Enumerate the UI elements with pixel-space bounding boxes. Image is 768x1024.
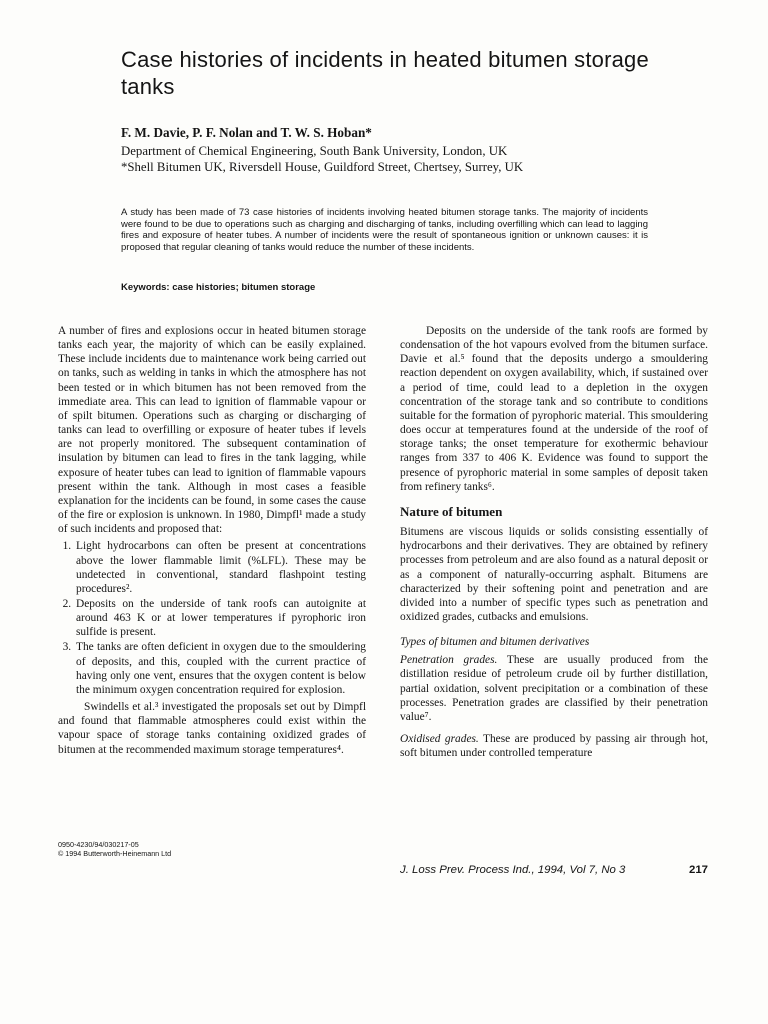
affiliation-1: Department of Chemical Engineering, South Bank University, London, UK xyxy=(121,144,508,158)
page-number: 217 xyxy=(688,864,708,876)
deposits-paragraph: Deposits on the underside of the tank roofs are formed by condensation of the hot vapours evolved from the bitumen surface. Davie et al.⁵ found that the deposits undergo a smouldering reaction dependent on oxygen availability, which, if sustained over a period of time, could lead to a depletion in the oxygen concentration of the storage tank and so contribute to conditions suitable for the formation of pyrophoric material. This smouldering does occur at temperatures found at the underside of the roof of storage tanks; the onset temperature for exothermic behaviour ranges from 337 to 406 K. Evidence was found to support the presence of pyrophoric material in some samples of deposit taken from refinery tanks⁶. xyxy=(400,325,708,493)
bitumen-paragraph: Bitumens are viscous liquids or solids consisting essentially of hydrocarbons and their derivatives. They are obtained by refinery processes from petroleum and are also found as a natural deposit or as a component of naturally-occurring asphalt. Bitumens are characterized by their softening point and penetration and are divided into a number of specific types such as penetration and oxidized grades, cutbacks and emulsions. xyxy=(400,526,708,623)
intro-paragraph: A number of fires and explosions occur in heated bitumen storage tanks each year, the majority of which can be easily explained. These include incidents due to maintenance work being carried out on tanks, such as welding in tanks in which the atmosphere has not been tested or in which bitumen has not been removed from the immediate area. This can lead to ignition of flammable vapour or of spilt bitumen. Operations such as charging or discharging of tanks can lead to overfilling or exposure of heater tubes if levels are not properly monitored. The subsequent contamination of insulation by bitumen can lead to fires in the tank lagging, while exposure of heater tubes can lead to ignition of flammable vapours present within the tank. Although in most cases a feasible explanation for the incidents can be found, in some cases the cause of the fire or explosion is unknown. In 1980, Dimpfl¹ made a study of such incidents and proposed that: xyxy=(58,325,366,536)
paper-title: Case histories of incidents in heated bitumen storage tanks xyxy=(121,47,649,99)
oxidised-grades-paragraph xyxy=(400,732,708,760)
list-item: 3. The tanks are often deficient in oxygen due to the smouldering of deposits, and this, coupled with the current practice of having only one vent, ensures that the oxygen content is below the minimum oxygen concentration required for explosion. xyxy=(74,640,366,697)
swindells-paragraph: Swindells et al.³ investigated the proposals set out by Dimpfl and found that flammable atmospheres could exist within the vapour space of storage tanks containing oxidized grades of bitumen at the recommended maximum storage temperatures⁴. xyxy=(58,701,366,756)
affiliations xyxy=(121,143,523,175)
run-in-label: Oxidised grades. xyxy=(400,733,479,746)
penetration-grades-paragraph xyxy=(400,653,708,724)
list-item: 2. Deposits on the underside of tank roofs can autoignite at around 463 K or at lower temperatures if pyrophoric iron sulfide is present. xyxy=(74,597,366,639)
journal-citation: J. Loss Prev. Process Ind., 1994, Vol 7, No 3 xyxy=(400,864,626,876)
author-list: F. M. Davie, P. F. Nolan and T. W. S. Hoban* xyxy=(121,125,372,140)
section-heading: Nature of bitumen xyxy=(400,503,503,519)
paragraph-text: These are produced by passing air through hot, soft bitumen under controlled temperature xyxy=(400,733,708,760)
left-column xyxy=(58,324,366,757)
abstract: A study has been made of 73 case histories of incidents involving heated bitumen storage tanks. The majority of incidents were found to be due to operations such as charging and discharging of tanks, including overfilling which can lead to lagging fires and exposure of heater tubes. A number of incidents were the result of spontaneous ignition or unknown causes: it is proposed that regular cleaning of tanks would reduce the number of these incidents. xyxy=(121,207,648,253)
run-in-label: Penetration grades. xyxy=(400,654,498,667)
copyright-line: © 1994 Butterworth-Heinemann Ltd xyxy=(58,849,172,858)
keywords: Keywords: case histories; bitumen storage xyxy=(121,282,316,293)
affiliation-2: *Shell Bitumen UK, Riversdell House, Guildford Street, Chertsey, Surrey, UK xyxy=(121,160,524,174)
subsection-heading: Types of bitumen and bitumen derivatives xyxy=(400,636,590,649)
article-code: 0950-4230/94/030217-05 xyxy=(58,840,139,849)
list-item: 1. Light hydrocarbons can often be present at concentrations above the lower flammable limit (%LFL). These may be undetected in conventional, standard flashpoint testing procedures². xyxy=(74,539,366,596)
paragraph-text: These are usually produced from the distillation residue of petroleum crude oil by further distillation, partial oxidation, solvent precipitation or a combination of these processes. Penetration grades are classified by their penetration value⁷. xyxy=(400,654,708,723)
dimpfl-proposals-list xyxy=(58,539,366,697)
right-column xyxy=(400,324,708,760)
journal-footer xyxy=(400,864,710,876)
copyright-notice xyxy=(58,840,171,858)
